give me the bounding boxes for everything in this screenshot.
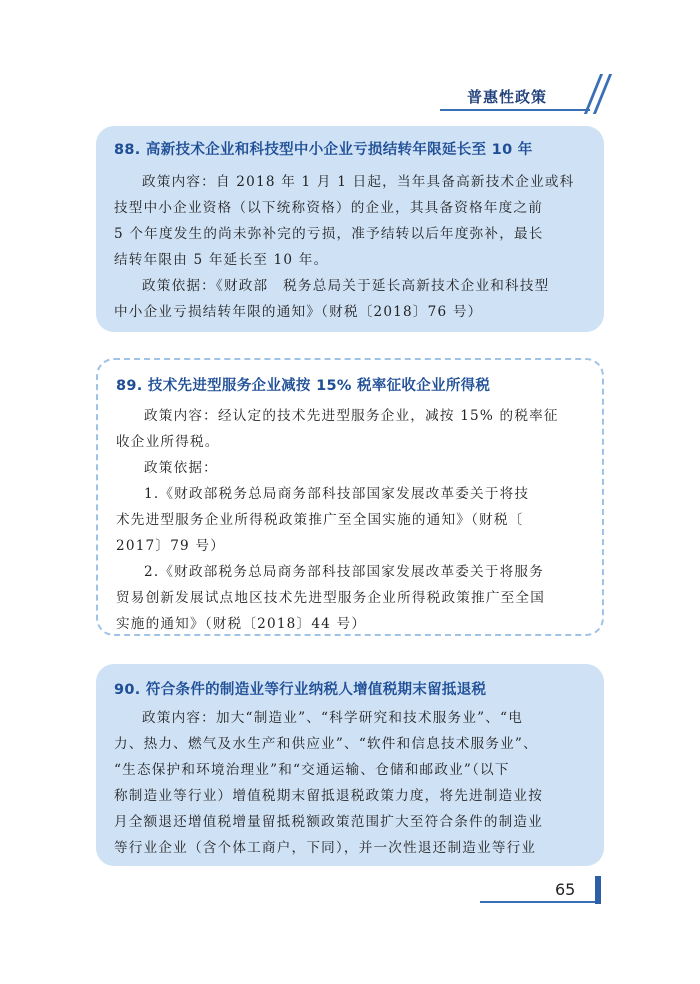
section-text-line: 1.《财政部税务总局商务部科技部国家发展改革委关于将技 [144,486,530,502]
section-text-line: 2.《财政部税务总局商务部科技部国家发展改革委关于将服务 [144,564,545,580]
section-text-line: 政策内容：自 2018 年 1 月 1 日起，当年具备高新技术企业或科 [142,174,575,190]
section-text-line: 收企业所得税。 [116,434,220,450]
section-text-line: 实施的通知》（财税〔2018〕44 号） [116,616,367,632]
header-slash-decoration [593,74,612,114]
section-text-line: 5 个年度发生的尚未弥补完的亏损，准予结转以后年度弥补，最长 [114,226,544,242]
section-text-line: 技型中小企业资格（以下统称资格）的企业，其具备资格年度之前 [114,200,544,216]
section-title: 89. 技术先进型服务企业减按 15% 税率征收企业所得税 [116,378,491,394]
header-title: 普惠性政策 [467,88,548,106]
section-text-line: 政策依据：《财政部 税务总局关于延长高新技术企业和科技型 [142,278,550,294]
section-title: 90. 符合条件的制造业等行业纳税人增值税期末留抵退税 [114,682,487,698]
page-header [0,0,700,130]
section-text-line: 月全额退还增值税增量留抵税额政策范围扩大至符合条件的制造业 [114,814,544,830]
header-underline [440,109,590,111]
section-text-line: “生态保护和环境治理业”和“交通运输、仓储和邮政业”（以下 [114,762,510,778]
section-text-line: 政策依据： [144,460,218,476]
policy-section-89 [96,358,604,636]
section-text-line: 中小企业亏损结转年限的通知》（财税〔2018〕76 号） [114,304,483,320]
policy-section-88 [96,126,604,332]
section-text-line: 结转年限由 5 年延长至 10 年。 [114,252,329,268]
section-text-line: 术先进型服务企业所得税政策推广至全国实施的通知》（财税〔 [116,512,524,528]
section-text-line: 贸易创新发展试点地区技术先进型服务企业所得税政策推广至全国 [116,590,546,606]
footer-underline [480,901,600,903]
page-number: 65 [555,880,576,899]
section-text-line: 等行业企业（含个体工商户，下同），并一次性退还制造业等行业 [114,840,537,856]
section-text-line: 政策内容：经认定的技术先进型服务企业，减按 15% 的税率征 [144,408,559,424]
section-title: 88. 高新技术企业和科技型中小企业亏损结转年限延长至 10 年 [114,142,533,158]
section-text-line: 称制造业等行业）增值税期末留抵退税政策力度，将先进制造业按 [114,788,544,804]
section-text-line: 政策内容：加大“制造业”、“科学研究和技术服务业”、“电 [142,710,524,726]
section-text-line: 力、热力、燃气及水生产和供应业”、“软件和信息技术服务业”、 [114,736,538,752]
footer-bar-decoration [595,876,601,904]
policy-section-90 [96,664,604,866]
section-text-line: 2017〕79 号） [116,538,225,554]
